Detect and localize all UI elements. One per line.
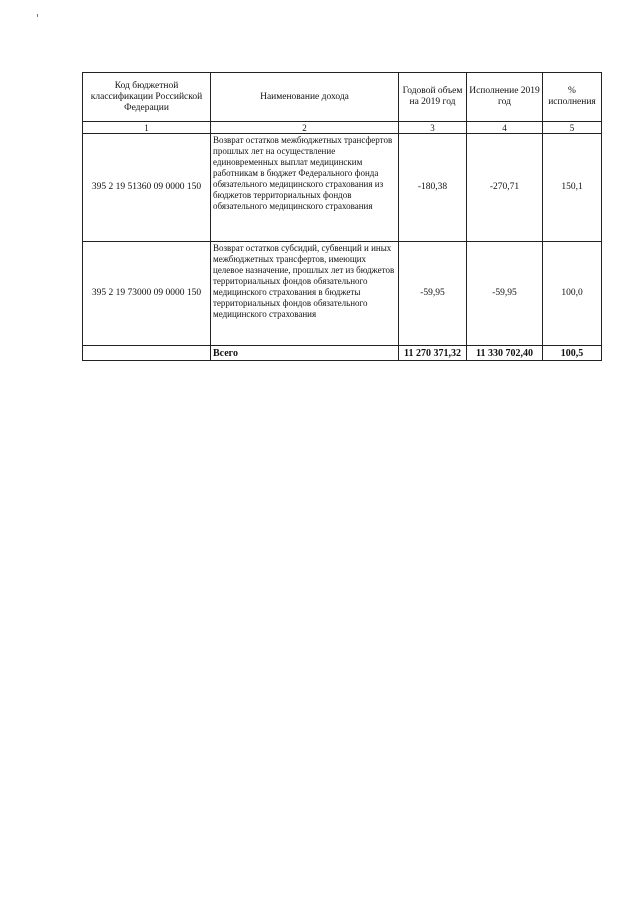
income-name-cell: Возврат остатков межбюджетных трансфертов прошлых лет на осуществление единовременных выплат медицинским работникам в бюджет Федерального фонда обязательного медицинского страхования из бюджетов территориальных фондов обязательного медицинского страхования	[211, 134, 399, 242]
income-name-cell: Возврат остатков субсидий, субвенций и иных межбюджетных трансфертов, имеющих целевое назначение, прошлых лет из бюджетов территориальных фондов обязательного медицинского страхования в бюджеты территориальных фондов обязательного медицинского страхования	[211, 242, 399, 346]
table-row	[83, 242, 602, 346]
budget-code-cell: 395 2 19 51360 09 0000 150	[83, 134, 211, 242]
table-row	[83, 134, 602, 242]
total-row	[83, 346, 602, 361]
percent-cell: 150,1	[543, 134, 602, 242]
execution-cell: -270,71	[467, 134, 543, 242]
total-label: Всего	[211, 346, 399, 361]
annual-volume-cell: -180,38	[399, 134, 467, 242]
total-execution: 11 330 702,40	[467, 346, 543, 361]
total-percent: 100,5	[543, 346, 602, 361]
header-annual-volume: Годовой объем на 2019 год	[399, 73, 467, 122]
execution-cell: -59,95	[467, 242, 543, 346]
header-income-name: Наименование дохода	[211, 73, 399, 122]
percent-cell: 100,0	[543, 242, 602, 346]
column-number: 3	[399, 122, 467, 134]
column-number: 1	[83, 122, 211, 134]
scan-mark	[37, 14, 38, 17]
column-number: 4	[467, 122, 543, 134]
column-number: 5	[543, 122, 602, 134]
budget-execution-table	[82, 72, 602, 361]
column-number-row	[83, 122, 602, 134]
annual-volume-cell: -59,95	[399, 242, 467, 346]
total-annual-volume: 11 270 371,32	[399, 346, 467, 361]
total-code-cell	[83, 346, 211, 361]
header-percent: % исполнения	[543, 73, 602, 122]
budget-code-cell: 395 2 19 73000 09 0000 150	[83, 242, 211, 346]
column-number: 2	[211, 122, 399, 134]
header-execution: Исполнение 2019 год	[467, 73, 543, 122]
header-budget-code: Код бюджетной классификации Российской Федерации	[83, 73, 211, 122]
table-header-row	[83, 73, 602, 122]
